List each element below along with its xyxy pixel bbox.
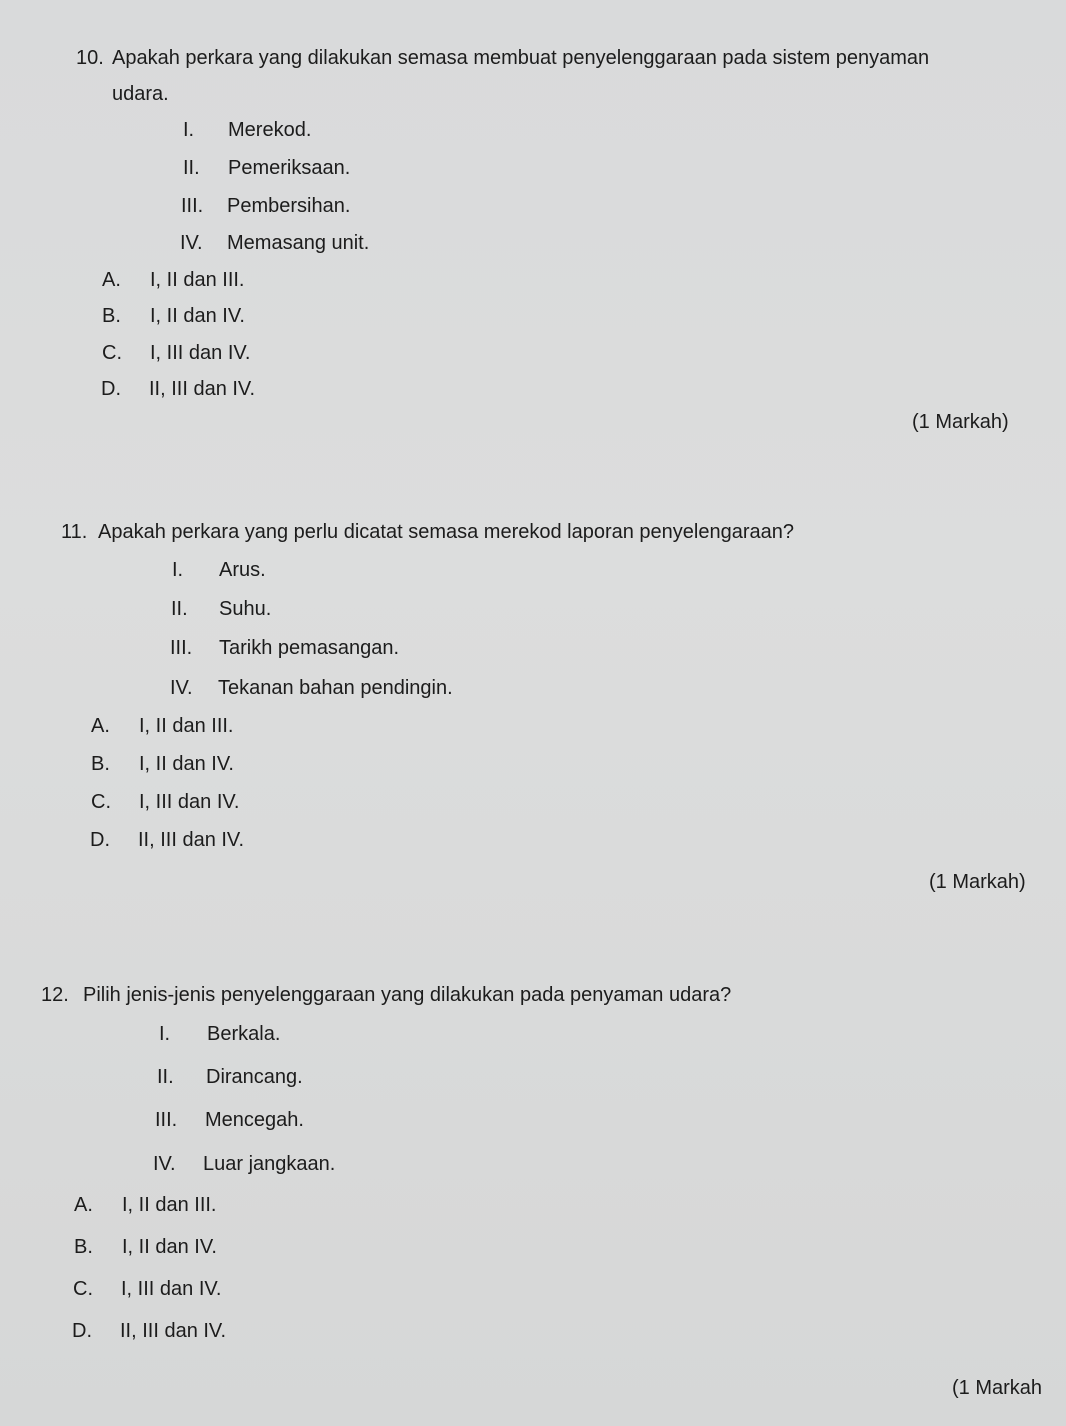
option-text: I, III dan IV.: [139, 791, 240, 813]
option-text: II, III dan IV.: [120, 1320, 226, 1342]
question-stem-continuation: udara.: [112, 83, 169, 105]
item-roman: III.: [155, 1109, 178, 1131]
item-text: Suhu.: [219, 598, 272, 620]
item-roman: I.: [172, 559, 184, 581]
item-text: Mencegah.: [205, 1109, 304, 1131]
item-text: Merekod.: [228, 119, 312, 141]
option-letter: B.: [74, 1236, 93, 1258]
item-text: Tarikh pemasangan.: [219, 637, 400, 659]
option-letter: A.: [91, 715, 110, 737]
item-text: Luar jangkaan.: [203, 1153, 336, 1175]
option-letter: C.: [102, 342, 122, 364]
option-letter: D.: [72, 1320, 92, 1342]
item-roman: I.: [159, 1023, 171, 1045]
option-text: I, II dan IV.: [150, 305, 245, 327]
option-text: I, II dan III.: [150, 269, 245, 291]
option-letter: A.: [102, 269, 121, 291]
option-text: I, II dan IV.: [139, 753, 234, 775]
question-stem: Pilih jenis-jenis penyelenggaraan yang dilakukan pada penyaman udara?: [83, 984, 732, 1006]
item-text: Dirancang.: [206, 1066, 303, 1088]
item-roman: II.: [157, 1066, 174, 1088]
question-stem: Apakah perkara yang perlu dicatat semasa merekod laporan penyelengaraan?: [98, 521, 795, 543]
item-text: Berkala.: [207, 1023, 281, 1045]
option-text: I, II dan III.: [122, 1194, 217, 1216]
question-number: 12.: [41, 984, 69, 1006]
marks-label: (1 Markah): [912, 411, 1009, 433]
option-letter: D.: [90, 829, 110, 851]
item-roman: IV.: [180, 232, 203, 254]
option-text: I, II dan III.: [139, 715, 234, 737]
item-text: Arus.: [219, 559, 266, 581]
option-text: II, III dan IV.: [138, 829, 244, 851]
marks-label: (1 Markah): [929, 871, 1026, 893]
option-letter: B.: [102, 305, 121, 327]
option-text: I, II dan IV.: [122, 1236, 217, 1258]
item-roman: III.: [170, 637, 193, 659]
option-letter: D.: [101, 378, 121, 400]
option-text: II, III dan IV.: [149, 378, 255, 400]
item-roman: I.: [183, 119, 195, 141]
item-roman: IV.: [170, 677, 193, 699]
option-letter: A.: [74, 1194, 93, 1216]
item-text: Pemeriksaan.: [228, 157, 351, 179]
item-roman: II.: [171, 598, 188, 620]
question-number: 11.: [61, 521, 88, 543]
item-text: Memasang unit.: [227, 232, 370, 254]
item-text: Pembersihan.: [227, 195, 351, 217]
option-text: I, III dan IV.: [121, 1278, 222, 1300]
item-roman: III.: [181, 195, 204, 217]
item-roman: IV.: [153, 1153, 176, 1175]
option-letter: B.: [91, 753, 110, 775]
option-letter: C.: [91, 791, 111, 813]
question-stem: Apakah perkara yang dilakukan semasa membuat penyelenggaraan pada sistem penyaman: [112, 47, 930, 69]
item-roman: II.: [183, 157, 200, 179]
option-letter: C.: [73, 1278, 93, 1300]
marks-label: (1 Markah: [952, 1377, 1043, 1399]
question-number: 10.: [76, 47, 104, 69]
item-text: Tekanan bahan pendingin.: [218, 677, 453, 699]
option-text: I, III dan IV.: [150, 342, 251, 364]
